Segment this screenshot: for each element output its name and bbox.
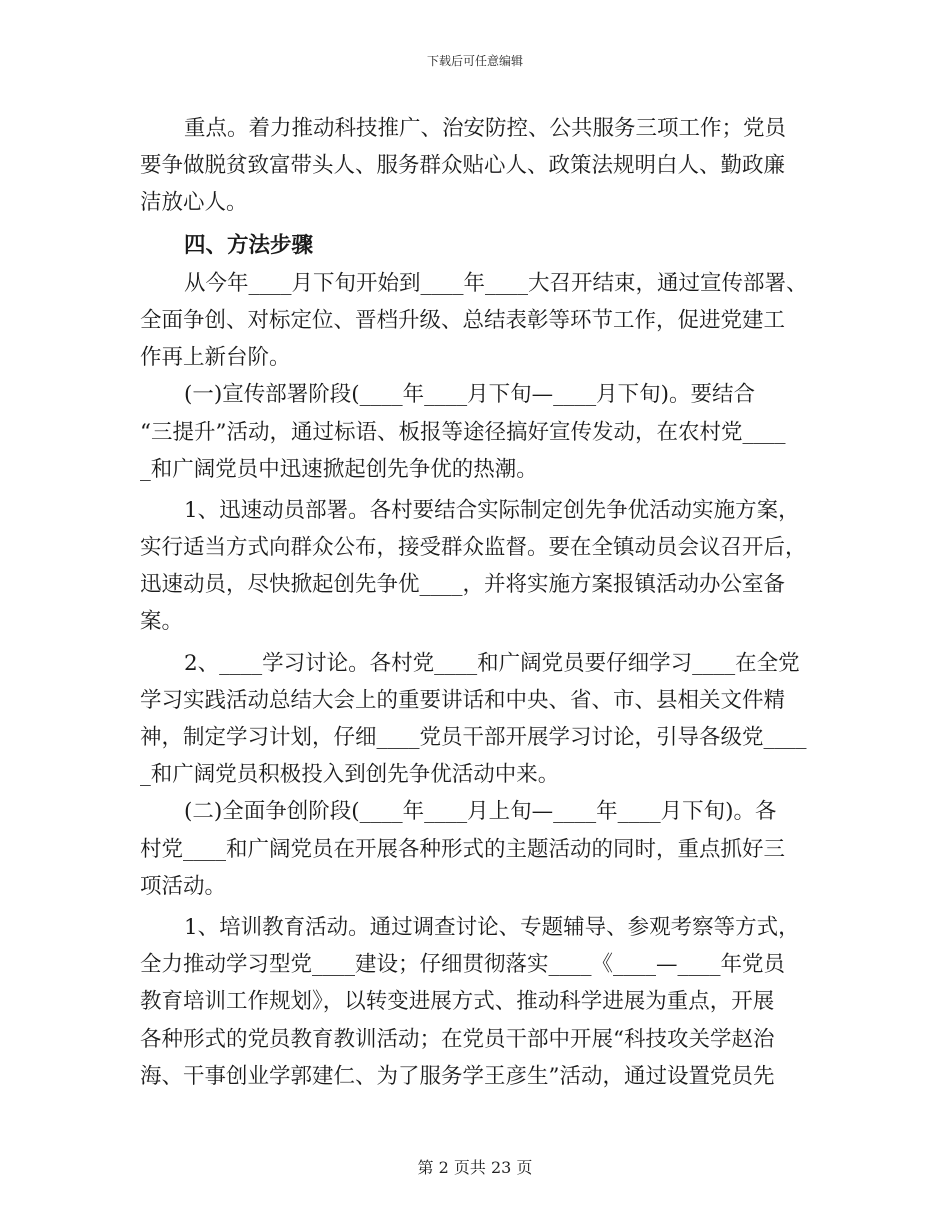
text-line-19: (二)全面争创阶段(____年____月上旬—____年____月下旬)。各 (184, 799, 777, 825)
section-heading-methods: 四、方法步骤 (184, 232, 314, 258)
text-line-13: 迅速动员，尽快掀起创先争优____，并将实施方案报镇活动办公室备 (140, 572, 786, 598)
text-line-11: 1、迅速动员部署。各村要结合实际制定创先争优活动实施方案， (184, 497, 800, 523)
text-line-6: 全面争创、对标定位、晋档升级、总结表彰等环节工作，促进党建工 (140, 307, 786, 333)
page-number-footer: 第 2 页共 23 页 (417, 1158, 533, 1177)
text-line-2: 要争做脱贫致富带头人、服务群众贴心人、政策法规明白人、勤政廉 (140, 153, 786, 179)
text-line-12: 实行适当方式向群众公布，接受群众监督。要在全镇动员会议召开后， (140, 535, 807, 561)
text-line-22: 1、培训教育活动。通过调查讨论、专题辅导、参观考察等方式， (184, 914, 800, 940)
text-line-16: 学习实践活动总结大会上的重要讲话和中央、省、市、县相关文件精 (140, 687, 786, 713)
text-line-21: 项活动。 (140, 873, 227, 899)
text-line-23: 全力推动学习型党____建设；仔细贯彻落实____《____—____年党员 (140, 952, 786, 978)
text-line-25: 各种形式的党员教育教训活动；在党员干部中开展“科技攻关学赵治 (140, 1026, 775, 1052)
text-line-3: 洁放心人。 (140, 190, 248, 216)
text-line-7: 作再上新台阶。 (140, 345, 291, 371)
text-line-15: 2、____学习讨论。各村党____和广阔党员要仔细学习____在全党 (184, 650, 800, 676)
text-line-26: 海、干事创业学郭建仁、为了服务学王彦生”活动，通过设置党员先 (140, 1063, 775, 1089)
text-line-10: _和广阔党员中迅速掀起创先争优的热潮。 (140, 456, 538, 482)
page-header: 下载后可任意编辑 (426, 54, 523, 68)
text-line-8: (一)宣传部署阶段(____年____月下旬—____月下旬)。要结合 (184, 382, 756, 408)
text-line-20: 村党____和广阔党员在开展各种形式的主题活动的同时，重点抓好三 (140, 836, 786, 862)
text-line-17: 神，制定学习计划，仔细____党员干部开展学习讨论，引导各级党____ (140, 725, 807, 750)
text-line-18: _和广阔党员积极投入到创先争优活动中来。 (140, 762, 560, 788)
text-line-1: 重点。着力推动科技推广、治安防控、公共服务三项工作；党员 (184, 116, 787, 141)
text-line-9: “三提升”活动，通过标语、板报等途径搞好宣传发动，在农村党____ (140, 419, 786, 445)
text-line-24: 教育培训工作规划》，以转变进展方式、推动科学进展为重点，开展 (140, 989, 775, 1015)
text-line-14: 案。 (140, 609, 184, 635)
text-line-5: 从今年____月下旬开始到____年____大召开结束，通过宣传部署、 (184, 270, 808, 296)
document-body (140, 110, 812, 1095)
